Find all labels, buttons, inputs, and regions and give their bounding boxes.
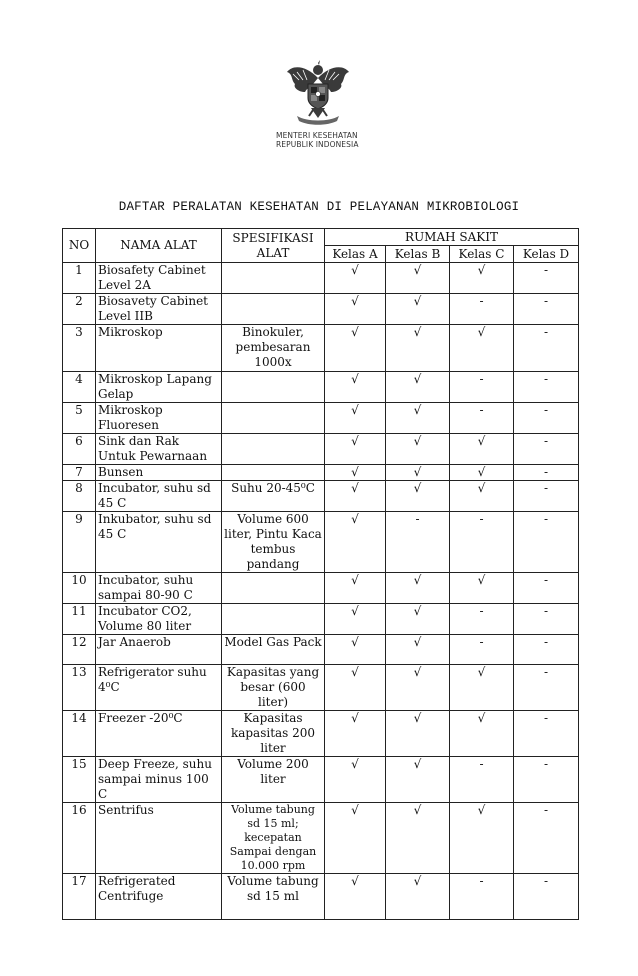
header-name: NAMA ALAT	[96, 229, 222, 263]
row-kelas-d: -	[514, 263, 579, 294]
row-name: Biosafety Cabinet Level 2A	[96, 263, 222, 294]
header-kelas-a: Kelas A	[325, 246, 386, 263]
row-name: Refrigerated Centrifuge	[96, 874, 222, 920]
table-row	[63, 803, 579, 874]
row-kelas-a: √	[325, 512, 386, 573]
row-spec	[222, 294, 325, 325]
row-name: Sentrifus	[96, 803, 222, 874]
row-kelas-d: -	[514, 481, 579, 512]
row-spec: Suhu 20-45⁰C	[222, 481, 325, 512]
row-kelas-a: √	[325, 665, 386, 711]
row-kelas-d: -	[514, 874, 579, 920]
row-spec: Volume tabung sd 15 ml	[222, 874, 325, 920]
row-kelas-c: -	[450, 403, 514, 434]
row-kelas-c: -	[450, 372, 514, 403]
row-name: Freezer -20⁰C	[96, 711, 222, 757]
row-kelas-a: √	[325, 604, 386, 635]
table-row	[63, 403, 579, 434]
row-kelas-a: √	[325, 803, 386, 874]
row-no: 8	[63, 481, 96, 512]
row-kelas-a: √	[325, 403, 386, 434]
row-kelas-d: -	[514, 465, 579, 481]
row-no: 12	[63, 635, 96, 665]
row-spec	[222, 403, 325, 434]
row-kelas-b: √	[386, 665, 450, 711]
row-kelas-a: √	[325, 434, 386, 465]
row-kelas-c: √	[450, 465, 514, 481]
row-spec	[222, 573, 325, 604]
row-kelas-b: √	[386, 803, 450, 874]
table-row	[63, 512, 579, 573]
row-kelas-a: √	[325, 294, 386, 325]
row-kelas-b: √	[386, 573, 450, 604]
row-kelas-a: √	[325, 757, 386, 803]
row-spec: Kapasitas yang besar (600 liter)	[222, 665, 325, 711]
row-no: 16	[63, 803, 96, 874]
table-row	[63, 874, 579, 920]
row-kelas-a: √	[325, 263, 386, 294]
row-name: Inkubator, suhu sd 45 C	[96, 512, 222, 573]
row-kelas-c: √	[450, 573, 514, 604]
row-spec	[222, 604, 325, 635]
table-row	[63, 263, 579, 294]
row-kelas-d: -	[514, 803, 579, 874]
row-kelas-d: -	[514, 604, 579, 635]
row-kelas-c: √	[450, 263, 514, 294]
row-kelas-b: √	[386, 604, 450, 635]
row-spec: Binokuler, pembesaran 1000x	[222, 325, 325, 372]
row-kelas-c: √	[450, 665, 514, 711]
row-spec: Volume 200 liter	[222, 757, 325, 803]
row-kelas-b: √	[386, 635, 450, 665]
row-kelas-c: -	[450, 757, 514, 803]
row-kelas-a: √	[325, 481, 386, 512]
row-kelas-d: -	[514, 512, 579, 573]
row-kelas-a: √	[325, 635, 386, 665]
row-no: 17	[63, 874, 96, 920]
row-name: Refrigerator suhu 4⁰C	[96, 665, 222, 711]
row-kelas-b: √	[386, 325, 450, 372]
table-row	[63, 604, 579, 635]
row-kelas-a: √	[325, 372, 386, 403]
row-kelas-b: √	[386, 481, 450, 512]
row-kelas-c: √	[450, 711, 514, 757]
row-kelas-c: √	[450, 434, 514, 465]
row-kelas-d: -	[514, 711, 579, 757]
row-name: Incubator CO2, Volume 80 liter	[96, 604, 222, 635]
row-no: 4	[63, 372, 96, 403]
header-kelas-d: Kelas D	[514, 246, 579, 263]
row-name: Sink dan Rak Untuk Pewarnaan	[96, 434, 222, 465]
row-kelas-a: √	[325, 874, 386, 920]
row-no: 6	[63, 434, 96, 465]
row-kelas-c: -	[450, 294, 514, 325]
row-no: 2	[63, 294, 96, 325]
row-kelas-b: √	[386, 434, 450, 465]
table-row	[63, 481, 579, 512]
row-kelas-c: √	[450, 803, 514, 874]
row-kelas-d: -	[514, 372, 579, 403]
ministry-line-2: REPUBLIK INDONESIA	[276, 140, 359, 149]
table-row	[63, 757, 579, 803]
equipment-table	[62, 228, 579, 920]
table-row	[63, 665, 579, 711]
header-kelas-b: Kelas B	[386, 246, 450, 263]
table-row	[63, 711, 579, 757]
row-kelas-b: √	[386, 403, 450, 434]
row-no: 9	[63, 512, 96, 573]
row-no: 14	[63, 711, 96, 757]
garuda-emblem-icon	[283, 58, 353, 128]
row-no: 15	[63, 757, 96, 803]
row-kelas-d: -	[514, 294, 579, 325]
row-kelas-b: √	[386, 465, 450, 481]
row-kelas-b: √	[386, 757, 450, 803]
row-no: 3	[63, 325, 96, 372]
row-name: Mikroskop Lapang Gelap	[96, 372, 222, 403]
row-no: 11	[63, 604, 96, 635]
row-no: 7	[63, 465, 96, 481]
table-row	[63, 372, 579, 403]
row-kelas-b: √	[386, 372, 450, 403]
row-spec	[222, 372, 325, 403]
row-spec	[222, 434, 325, 465]
row-name: Biosavety Cabinet Level IIB	[96, 294, 222, 325]
row-name: Deep Freeze, suhu sampai minus 100 C	[96, 757, 222, 803]
row-kelas-b: -	[386, 512, 450, 573]
row-name: Incubator, suhu sampai 80-90 C	[96, 573, 222, 604]
row-kelas-a: √	[325, 573, 386, 604]
row-name: Jar Anaerob	[96, 635, 222, 665]
row-kelas-d: -	[514, 403, 579, 434]
row-no: 13	[63, 665, 96, 711]
ministry-line-1: MENTERI KESEHATAN	[276, 131, 358, 140]
row-kelas-b: √	[386, 711, 450, 757]
row-no: 1	[63, 263, 96, 294]
row-kelas-c: √	[450, 481, 514, 512]
row-kelas-b: √	[386, 263, 450, 294]
header-kelas-c: Kelas C	[450, 246, 514, 263]
table-row	[63, 434, 579, 465]
row-kelas-a: √	[325, 325, 386, 372]
row-kelas-d: -	[514, 635, 579, 665]
table-row	[63, 294, 579, 325]
row-kelas-d: -	[514, 325, 579, 372]
row-name: Incubator, suhu sd 45 C	[96, 481, 222, 512]
table-row	[63, 635, 579, 665]
table-row	[63, 325, 579, 372]
row-spec: Volume 600 liter, Pintu Kaca tembus pandang	[222, 512, 325, 573]
row-kelas-d: -	[514, 434, 579, 465]
row-kelas-c: -	[450, 635, 514, 665]
row-no: 5	[63, 403, 96, 434]
row-kelas-a: √	[325, 711, 386, 757]
row-name: Mikroskop Fluoresen	[96, 403, 222, 434]
row-kelas-d: -	[514, 573, 579, 604]
row-spec: Model Gas Pack	[222, 635, 325, 665]
row-spec	[222, 263, 325, 294]
row-kelas-c: -	[450, 604, 514, 635]
row-kelas-d: -	[514, 757, 579, 803]
row-kelas-c: -	[450, 512, 514, 573]
row-kelas-d: -	[514, 665, 579, 711]
row-kelas-a: √	[325, 465, 386, 481]
ministry-label	[276, 131, 376, 149]
header-spec: SPESIFIKASI ALAT	[222, 229, 325, 263]
row-name: Bunsen	[96, 465, 222, 481]
row-kelas-c: -	[450, 874, 514, 920]
row-kelas-b: √	[386, 874, 450, 920]
row-spec: Kapasitas kapasitas 200 liter	[222, 711, 325, 757]
row-kelas-c: √	[450, 325, 514, 372]
row-kelas-b: √	[386, 294, 450, 325]
row-spec: Volume tabung sd 15 ml; kecepatan Sampai dengan 10.000 rpm	[222, 803, 325, 874]
row-name: Mikroskop	[96, 325, 222, 372]
document-title: DAFTAR PERALATAN KESEHATAN DI PELAYANAN MIKROBIOLOGI	[118, 200, 520, 214]
table-row	[63, 465, 579, 481]
row-spec	[222, 465, 325, 481]
header-rumah-sakit: RUMAH SAKIT	[325, 229, 579, 246]
header-no: NO	[63, 229, 96, 263]
table-row	[63, 573, 579, 604]
row-no: 10	[63, 573, 96, 604]
